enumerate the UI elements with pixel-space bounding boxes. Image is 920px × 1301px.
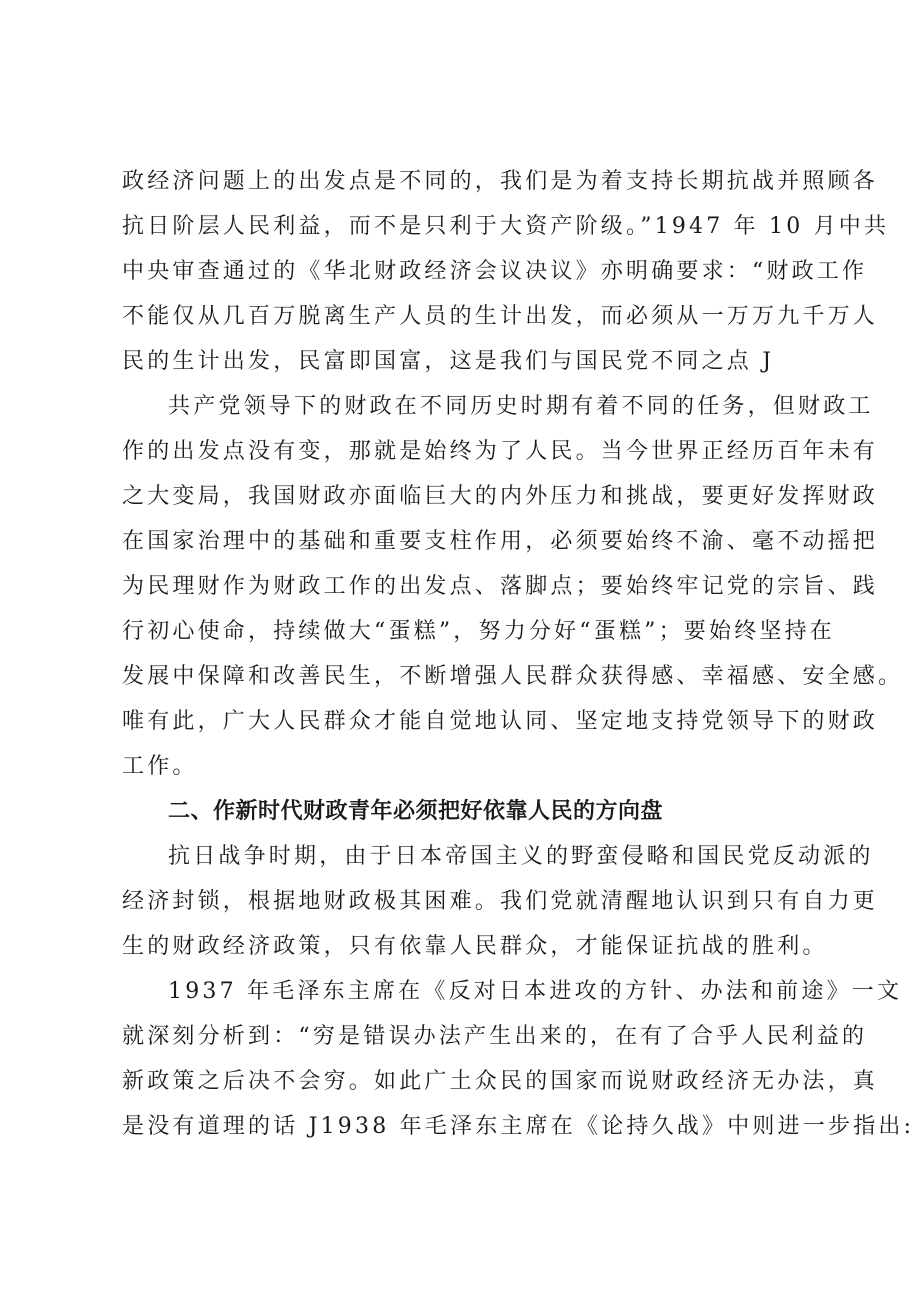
- paragraph-line: 新政策之后决不会穷。如此广土众民的国家而说财政经济无办法，真: [122, 1069, 879, 1094]
- paragraph-line: 就深刻分析到：“穷是错误办法产生出来的，在有了合乎人民利益的: [122, 1024, 868, 1049]
- paragraph-line: 为民理财作为财政工作的出发点、落脚点；要始终牢记党的宗旨、践: [122, 574, 879, 599]
- paragraph-line: 生的财政经济政策，只有依靠人民群众，才能保证抗战的胜利。: [122, 934, 828, 959]
- paragraph-line: 经济封锁，根据地财政极其困难。我们党就清醒地认识到只有自力更: [122, 889, 879, 914]
- paragraph-line: 之大变局，我国财政亦面临巨大的内外压力和挑战，要更好发挥财政: [122, 484, 879, 509]
- paragraph-line: 共产党领导下的财政在不同历史时期有着不同的任务，但财政工: [168, 394, 874, 419]
- paragraph-line: 作的出发点没有变，那就是始终为了人民。当今世界正经历百年未有: [122, 439, 879, 464]
- paragraph-line: 民的生计出发，民富即国富，这是我们与国民党不同之点 J: [122, 349, 775, 374]
- paragraph-line: 政经济问题上的出发点是不同的，我们是为着支持长期抗战并照顾各: [122, 169, 879, 194]
- section-heading: 二、作新时代财政青年必须把好依靠人民的方向盘: [168, 799, 664, 824]
- paragraph-line: 行初心使命，持续做大“蛋糕”，努力分好“蛋糕”；要始终坚持在: [122, 619, 835, 644]
- paragraph-line: 唯有此，广大人民群众才能自觉地认同、坚定地支持党领导下的财政: [122, 709, 879, 734]
- paragraph-line: 发展中保障和改善民生，不断增强人民群众获得感、幸福感、安全感。: [122, 664, 904, 689]
- paragraph-line: 是没有道理的话 J1938 年毛泽东主席在《论持久战》中则进一步指出:: [122, 1114, 915, 1139]
- paragraph-line: 抗日战争时期，由于日本帝国主义的野蛮侵略和国民党反动派的: [168, 844, 874, 869]
- paragraph-line: 在国家治理中的基础和重要支柱作用，必须要始终不渝、毫不动摇把: [122, 529, 879, 554]
- paragraph-line: 工作。: [122, 754, 198, 779]
- paragraph-line: 抗日阶层人民利益，而不是只利于大资产阶级。”1947 年 10 月中共: [122, 214, 890, 239]
- paragraph-line: 中央审查通过的《华北财政经济会议决议》亦明确要求：“财政工作: [122, 259, 868, 284]
- paragraph-line: 1937 年毛泽东主席在《反对日本进攻的方针、办法和前途》一文: [168, 979, 903, 1004]
- paragraph-line: 不能仅从几百万脱离生产人员的生计出发，而必须从一万万九千万人: [122, 304, 879, 329]
